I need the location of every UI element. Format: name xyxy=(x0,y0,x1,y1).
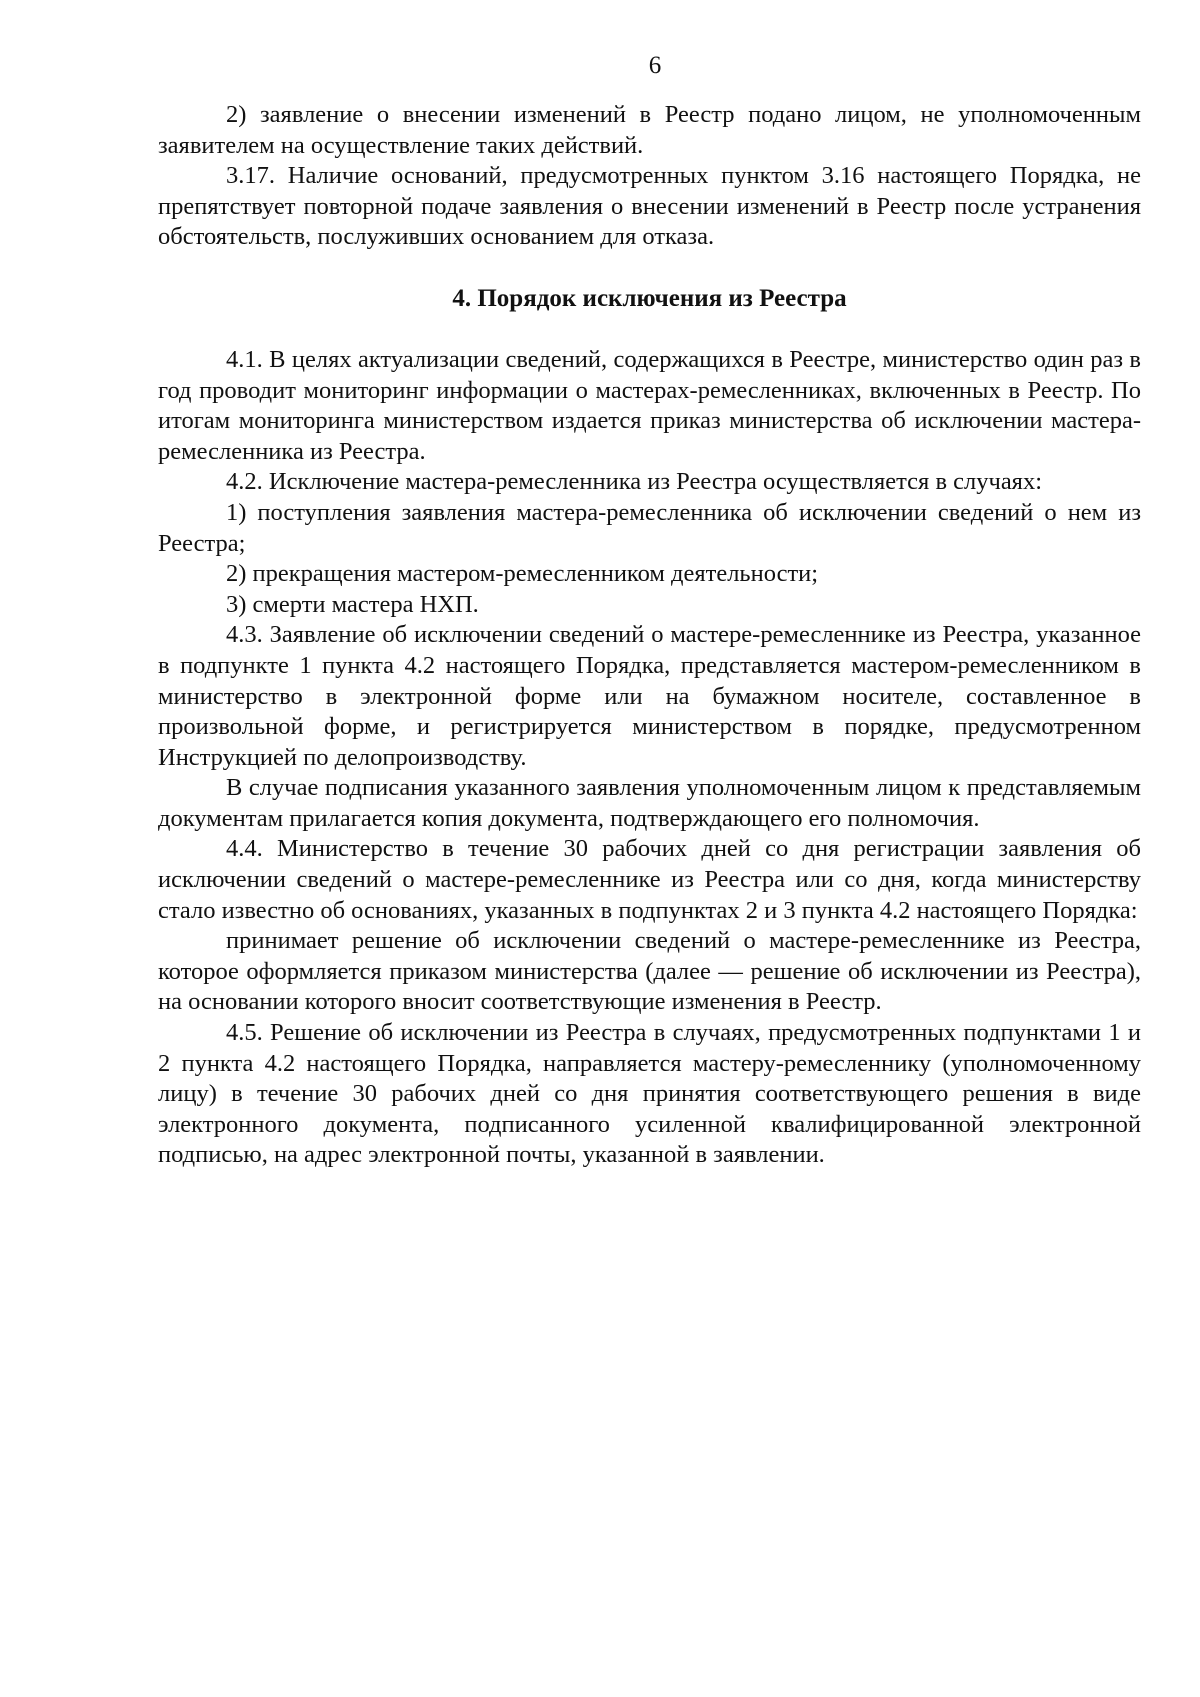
paragraph: 4.4. Министерство в течение 30 рабочих дней со дня регистрации заявления об исключении сведений о мастере-ремесленнике из Реестра или со дня, когда министерству стало известно об основаниях, указанных в подпунктах 2 и 3 пункта 4.2 настоящего Порядка: xyxy=(158,835,1141,924)
list-item: 1) поступления заявления мастера-ремесленника об исключении сведений о нем из Реестра; xyxy=(158,498,1141,557)
paragraph: принимает решение об исключении сведений о мастере-ремесленнике из Реестра, которое оформляется приказом министерства (далее — решение об исключении из Реестра), на основании которого вносит соответствующие изменения в Реестр. xyxy=(158,927,1141,1016)
paragraph: 4.2. Исключение мастера-ремесленника из Реестра осуществляется в случаях: xyxy=(226,468,1043,496)
page-number: 6 xyxy=(648,52,662,79)
paragraph: В случае подписания указанного заявления уполномоченным лицом к представляемым документам прилагается копия документа, подтверждающего его полномочия. xyxy=(158,774,1141,832)
list-item: 3) смерти мастера НХП. xyxy=(226,590,479,618)
paragraph: 4.3. Заявление об исключении сведений о мастере-ремесленнике из Реестра, указанное в подпункте 1 пункта 4.2 настоящего Порядка, представляется мастером-ремесленником в министерство в электронной форме или на бумажном носителе, составленное в произвольной форме, и регистрируется министерством в порядке, предусмотренном Инструкцией по делопроизводству. xyxy=(158,621,1141,771)
paragraph: 4.1. В целях актуализации сведений, содержащихся в Реестре, министерство один раз в год проводит мониторинг информации о мастерах-ремесленниках, включенных в Реестр. По итогам мониторинга министерством издается приказ министерства об исключении мастера-ремесленника из Реестра. xyxy=(158,345,1141,465)
document-body xyxy=(158,100,1141,1171)
list-item: 2) прекращения мастером-ремесленником деятельности; xyxy=(226,560,819,588)
paragraph: 2) заявление о внесении изменений в Реестр подано лицом, не уполномоченным заявителем на осуществление таких действий. xyxy=(158,101,1141,159)
paragraph: 4.5. Решение об исключении из Реестра в случаях, предусмотренных подпунктами 1 и 2 пункта 4.2 настоящего Порядка, направляется мастеру-ремесленнику (уполномоченному лицу) в течение 30 рабочих дней со дня принятия соответствующего решения в виде электронного документа, подписанного усиленной квалифицированной электронной подписью, на адрес электронной почты, указанной в заявлении. xyxy=(158,1019,1141,1169)
paragraph: 3.17. Наличие оснований, предусмотренных пунктом 3.16 настоящего Порядка, не препятствует повторной подаче заявления о внесении изменений в Реестр после устранения обстоятельств, послуживших основанием для отказа. xyxy=(158,162,1141,251)
section-title: 4. Порядок исключения из Реестра xyxy=(452,284,847,312)
